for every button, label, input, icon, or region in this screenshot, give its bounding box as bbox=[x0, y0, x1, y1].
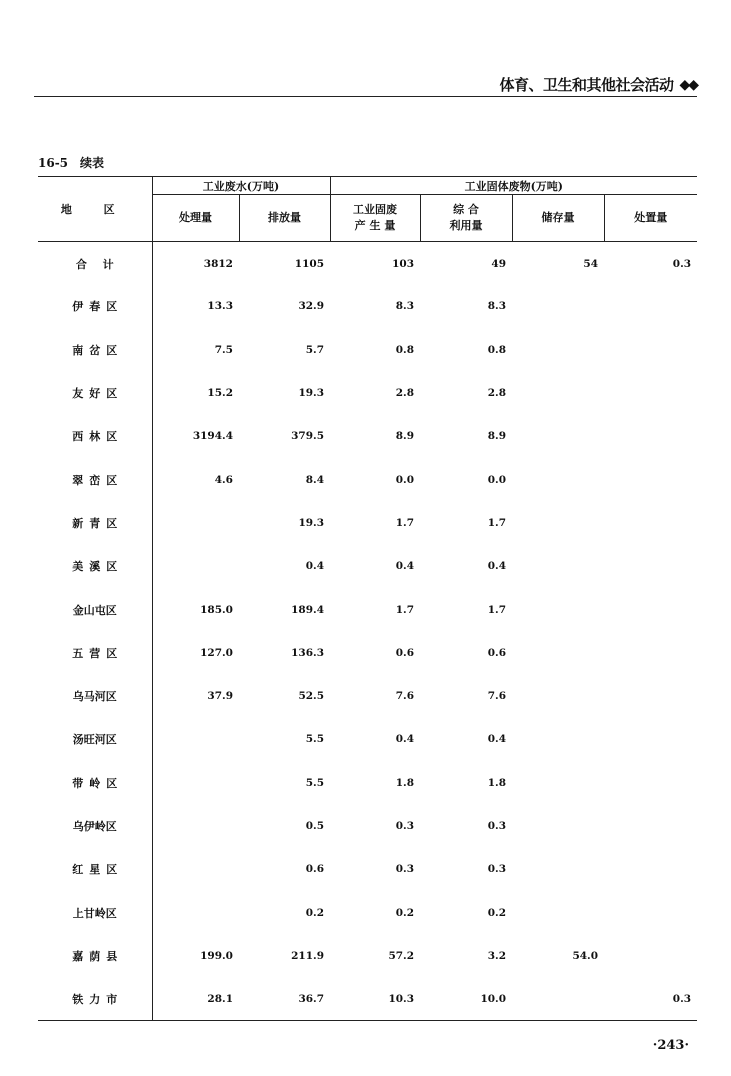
storage-cell bbox=[512, 285, 604, 328]
generated-cell: 0.8 bbox=[395, 343, 415, 356]
generated-cell: 0.0 bbox=[395, 473, 415, 486]
generated-cell: 0.4 bbox=[395, 560, 415, 573]
treatment-cell: 3194.4 bbox=[192, 430, 233, 443]
discharge-cell: 5.5 bbox=[305, 733, 325, 746]
treatment-cell bbox=[152, 761, 239, 804]
disposal-cell bbox=[604, 458, 697, 501]
storage-cell bbox=[512, 588, 604, 631]
disposal-cell: 0.3 bbox=[672, 992, 692, 1005]
discharge-cell: 36.7 bbox=[298, 992, 325, 1005]
region-cell: 带岭区 bbox=[38, 761, 152, 804]
generated-cell: 10.3 bbox=[388, 992, 415, 1005]
data-table bbox=[38, 176, 697, 1021]
utilized-cell: 1.7 bbox=[487, 516, 507, 529]
discharge-cell: 19.3 bbox=[298, 387, 325, 400]
storage-header: 储存量 bbox=[512, 195, 604, 242]
disposal-cell bbox=[604, 674, 697, 717]
treatment-cell: 7.5 bbox=[214, 343, 233, 356]
storage-cell bbox=[512, 371, 604, 414]
storage-cell bbox=[512, 978, 604, 1021]
utilized-cell: 1.7 bbox=[487, 603, 507, 616]
generated-header bbox=[330, 195, 420, 242]
generated-cell: 1.7 bbox=[395, 603, 415, 616]
disposal-cell bbox=[604, 761, 697, 804]
discharge-cell: 52.5 bbox=[298, 690, 325, 703]
storage-cell bbox=[512, 501, 604, 544]
generated-cell: 0.2 bbox=[395, 906, 415, 919]
solid-waste-header: 工业固体废物(万吨) bbox=[330, 177, 697, 195]
storage-cell bbox=[512, 631, 604, 674]
table-row bbox=[38, 545, 697, 588]
table-row bbox=[38, 242, 697, 285]
disposal-cell bbox=[604, 545, 697, 588]
table-number: 16-5 bbox=[38, 156, 69, 170]
disposal-cell: 0.3 bbox=[672, 258, 692, 271]
table-row bbox=[38, 718, 697, 761]
utilized-cell: 0.3 bbox=[487, 863, 507, 876]
utilized-cell: 0.8 bbox=[487, 343, 507, 356]
disposal-cell bbox=[604, 285, 697, 328]
treatment-cell: 127.0 bbox=[200, 646, 233, 659]
treatment-cell bbox=[152, 545, 239, 588]
region-cell: 美溪区 bbox=[38, 545, 152, 588]
disposal-cell bbox=[604, 415, 697, 458]
region-cell: 翠峦区 bbox=[38, 458, 152, 501]
generated-header-line-2: 产 生 量 bbox=[354, 219, 396, 232]
generated-cell: 8.3 bbox=[395, 300, 415, 313]
disposal-cell bbox=[604, 891, 697, 934]
region-cell: 嘉荫县 bbox=[38, 934, 152, 977]
discharge-cell: 0.5 bbox=[305, 820, 325, 832]
treatment-cell: 4.6 bbox=[214, 473, 233, 486]
storage-cell bbox=[512, 674, 604, 717]
table-continued: 续表 bbox=[80, 156, 105, 170]
treatment-cell: 37.9 bbox=[207, 690, 233, 703]
discharge-cell: 0.6 bbox=[305, 863, 325, 876]
storage-cell bbox=[512, 328, 604, 371]
utilized-cell: 0.6 bbox=[487, 646, 507, 659]
disposal-cell bbox=[604, 848, 697, 891]
table-row bbox=[38, 371, 697, 414]
storage-cell bbox=[512, 804, 604, 847]
treatment-cell: 3812 bbox=[203, 258, 233, 271]
discharge-cell: 32.9 bbox=[298, 300, 325, 313]
region-cell: 友好区 bbox=[38, 371, 152, 414]
utilized-cell: 7.6 bbox=[487, 690, 507, 703]
storage-cell bbox=[512, 415, 604, 458]
utilized-cell: 0.3 bbox=[487, 820, 507, 832]
table-row bbox=[38, 415, 697, 458]
disposal-cell bbox=[604, 934, 697, 977]
region-cell: 合 计 bbox=[38, 242, 152, 285]
table-row bbox=[38, 458, 697, 501]
treatment-cell bbox=[152, 501, 239, 544]
generated-cell: 0.6 bbox=[395, 646, 415, 659]
table-label bbox=[38, 154, 104, 171]
table-row bbox=[38, 804, 697, 847]
disposal-cell bbox=[604, 501, 697, 544]
treatment-cell: 28.1 bbox=[207, 992, 233, 1005]
generated-cell: 8.9 bbox=[395, 430, 415, 443]
treatment-cell bbox=[152, 718, 239, 761]
discharge-cell: 19.3 bbox=[298, 516, 325, 529]
region-cell: 乌马河区 bbox=[38, 674, 152, 717]
region-cell: 汤旺河区 bbox=[38, 718, 152, 761]
region-cell: 铁力市 bbox=[38, 978, 152, 1021]
disposal-cell bbox=[604, 804, 697, 847]
utilized-cell: 8.3 bbox=[487, 300, 507, 313]
generated-cell: 0.3 bbox=[395, 820, 415, 832]
discharge-cell: 0.4 bbox=[305, 560, 325, 573]
region-cell: 乌伊岭区 bbox=[38, 804, 152, 847]
utilized-cell: 0.2 bbox=[487, 906, 507, 919]
storage-cell bbox=[512, 848, 604, 891]
disposal-header: 处置量 bbox=[604, 195, 697, 242]
generated-cell: 1.8 bbox=[395, 776, 415, 789]
header-rule bbox=[34, 96, 697, 97]
storage-cell bbox=[512, 891, 604, 934]
treatment-cell: 199.0 bbox=[200, 949, 233, 962]
treatment-header: 处理量 bbox=[152, 195, 239, 242]
utilized-cell: 49 bbox=[491, 258, 507, 271]
table-row bbox=[38, 501, 697, 544]
region-cell: 红星区 bbox=[38, 848, 152, 891]
table-row bbox=[38, 891, 697, 934]
region-cell: 五营区 bbox=[38, 631, 152, 674]
running-title: 体育、卫生和其他社会活动 bbox=[499, 76, 674, 94]
treatment-cell: 15.2 bbox=[207, 387, 233, 400]
discharge-header: 排放量 bbox=[239, 195, 330, 242]
treatment-cell: 13.3 bbox=[207, 300, 233, 313]
treatment-cell: 185.0 bbox=[200, 603, 233, 616]
table-row bbox=[38, 285, 697, 328]
diamond-ornament-icon: ◆◆ bbox=[679, 76, 697, 93]
table-row bbox=[38, 934, 697, 977]
region-cell: 上甘岭区 bbox=[38, 891, 152, 934]
region-cell: 南岔区 bbox=[38, 328, 152, 371]
table-row bbox=[38, 978, 697, 1021]
generated-cell: 0.4 bbox=[395, 733, 415, 746]
utilized-cell: 0.0 bbox=[487, 473, 507, 486]
disposal-cell bbox=[604, 718, 697, 761]
discharge-cell: 189.4 bbox=[291, 603, 325, 616]
utilized-header-line-1: 综 合 bbox=[453, 203, 479, 216]
table-row bbox=[38, 761, 697, 804]
utilized-cell: 3.2 bbox=[487, 949, 507, 962]
discharge-cell: 136.3 bbox=[291, 646, 325, 659]
table-row bbox=[38, 674, 697, 717]
utilized-cell: 1.8 bbox=[487, 776, 507, 789]
storage-cell: 54 bbox=[583, 258, 599, 271]
storage-cell bbox=[512, 761, 604, 804]
utilized-header bbox=[420, 195, 512, 242]
discharge-cell: 211.9 bbox=[291, 949, 325, 962]
region-cell: 伊春区 bbox=[38, 285, 152, 328]
region-cell: 金山屯区 bbox=[38, 588, 152, 631]
treatment-cell bbox=[152, 891, 239, 934]
generated-cell: 1.7 bbox=[395, 516, 415, 529]
discharge-cell: 5.7 bbox=[305, 343, 325, 356]
storage-cell bbox=[512, 718, 604, 761]
generated-cell: 103 bbox=[392, 258, 415, 271]
disposal-cell bbox=[604, 588, 697, 631]
generated-cell: 57.2 bbox=[388, 949, 415, 962]
generated-cell: 7.6 bbox=[395, 690, 415, 703]
utilized-cell: 2.8 bbox=[487, 387, 507, 400]
wastewater-header: 工业废水(万吨) bbox=[152, 177, 330, 195]
utilized-cell: 0.4 bbox=[487, 733, 507, 746]
storage-cell bbox=[512, 545, 604, 588]
generated-header-line-1: 工业固废 bbox=[353, 203, 398, 216]
region-cell: 新青区 bbox=[38, 501, 152, 544]
table-row bbox=[38, 328, 697, 371]
utilized-cell: 0.4 bbox=[487, 560, 507, 573]
page-number: ·243· bbox=[652, 1038, 689, 1053]
discharge-cell: 8.4 bbox=[305, 473, 325, 486]
discharge-cell: 1105 bbox=[294, 258, 325, 271]
utilized-cell: 10.0 bbox=[480, 992, 507, 1005]
storage-cell: 54.0 bbox=[572, 949, 599, 962]
region-header: 地 区 bbox=[38, 177, 152, 242]
discharge-cell: 0.2 bbox=[305, 906, 325, 919]
discharge-cell: 379.5 bbox=[291, 430, 325, 443]
table-row bbox=[38, 588, 697, 631]
treatment-cell bbox=[152, 804, 239, 847]
disposal-cell bbox=[604, 328, 697, 371]
treatment-cell bbox=[152, 848, 239, 891]
region-cell: 西林区 bbox=[38, 415, 152, 458]
disposal-cell bbox=[604, 631, 697, 674]
table-row bbox=[38, 848, 697, 891]
generated-cell: 0.3 bbox=[395, 863, 415, 876]
disposal-cell bbox=[604, 371, 697, 414]
utilized-cell: 8.9 bbox=[487, 430, 507, 443]
generated-cell: 2.8 bbox=[395, 387, 415, 400]
discharge-cell: 5.5 bbox=[305, 776, 325, 789]
storage-cell bbox=[512, 458, 604, 501]
table-row bbox=[38, 631, 697, 674]
running-head bbox=[499, 74, 697, 95]
utilized-header-line-2: 利用量 bbox=[449, 219, 483, 232]
